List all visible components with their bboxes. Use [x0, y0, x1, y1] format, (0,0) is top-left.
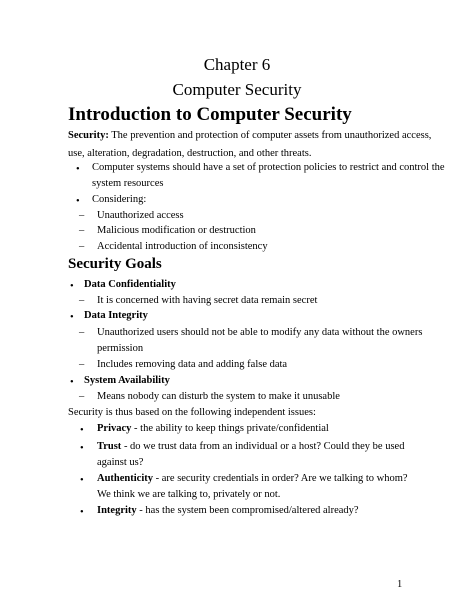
issue-authenticity-line-2: We think we are talking to, privately or not. — [97, 489, 281, 500]
dash-marker: – — [79, 241, 85, 252]
goal-integrity-detail-line-2: permission — [97, 343, 144, 354]
security-definition-line-2: use, alteration, degradation, destruction, and other threats. — [68, 148, 312, 159]
bullet-marker: • — [70, 281, 74, 292]
goal-data-integrity: Data Integrity — [84, 310, 148, 321]
sub-item-accidental-inconsistency: Accidental introduction of inconsistency — [97, 241, 268, 252]
chapter-number: Chapter 6 — [203, 55, 271, 74]
goal-integrity-detail-2: Includes removing data and adding false data — [97, 359, 288, 370]
page-number: 1 — [397, 579, 403, 590]
issue-authenticity-label: Authenticity — [97, 473, 153, 484]
sub-item-malicious-modification: Malicious modification or destruction — [97, 225, 256, 236]
goal-system-availability: System Availability — [84, 375, 170, 386]
chapter-title: Computer Security — [172, 80, 302, 99]
bullet-marker: • — [70, 312, 74, 323]
issue-privacy-label: Privacy — [97, 423, 132, 434]
dash-marker: – — [79, 225, 85, 236]
issue-trust-label: Trust — [97, 441, 122, 452]
bullet-marker: • — [70, 377, 74, 388]
bullet-marker: • — [80, 443, 84, 454]
dash-marker: – — [79, 295, 85, 306]
definition-text: The prevention and protection of computer assets from unauthorized access, — [111, 130, 432, 141]
dash-marker: – — [79, 359, 85, 370]
section-heading-intro: Introduction to Computer Security — [68, 104, 352, 125]
issue-trust — [97, 440, 404, 453]
sub-item-unauthorized-access: Unauthorized access — [97, 210, 184, 221]
dash-marker: – — [79, 391, 85, 402]
issue-integrity — [97, 504, 359, 517]
goal-data-confidentiality: Data Confidentiality — [84, 279, 176, 290]
bullet-marker: • — [76, 164, 80, 175]
bullet-protection-policies-line-2: system resources — [92, 178, 164, 189]
issue-authenticity-text: - are security credentials in order? Are we talking to whom? — [153, 473, 408, 484]
issue-integrity-label: Integrity — [97, 505, 137, 516]
bullet-marker: • — [76, 196, 80, 207]
section-heading-security-goals: Security Goals — [68, 256, 162, 272]
goal-confidentiality-detail: It is concerned with having secret data remain secret — [97, 295, 318, 306]
issue-integrity-text: - has the system been compromised/altered already? — [136, 505, 359, 516]
issue-trust-text: - do we trust data from an individual or a host? Could they be used — [121, 441, 405, 452]
goal-integrity-detail-line-1: Unauthorized users should not be able to modify any data without the owners — [97, 327, 423, 338]
issue-trust-line-2: against us? — [97, 457, 144, 468]
issue-privacy-text: - the ability to keep things private/confidential — [131, 423, 329, 434]
issue-authenticity — [97, 472, 408, 485]
bullet-marker: • — [80, 475, 84, 486]
bullet-marker: • — [80, 425, 84, 436]
issues-intro: Security is thus based on the following independent issues: — [68, 407, 316, 418]
dash-marker: – — [79, 210, 85, 221]
issue-privacy — [97, 422, 329, 435]
bullet-protection-policies-line-1: Computer systems should have a set of protection policies to restrict and control the — [92, 162, 445, 173]
bullet-considering: Considering: — [92, 194, 147, 205]
dash-marker: – — [79, 327, 85, 338]
goal-availability-detail: Means nobody can disturb the system to make it unusable — [97, 391, 340, 402]
bullet-marker: • — [80, 507, 84, 518]
security-definition-line-1 — [68, 129, 432, 142]
definition-label: Security: — [68, 130, 109, 141]
